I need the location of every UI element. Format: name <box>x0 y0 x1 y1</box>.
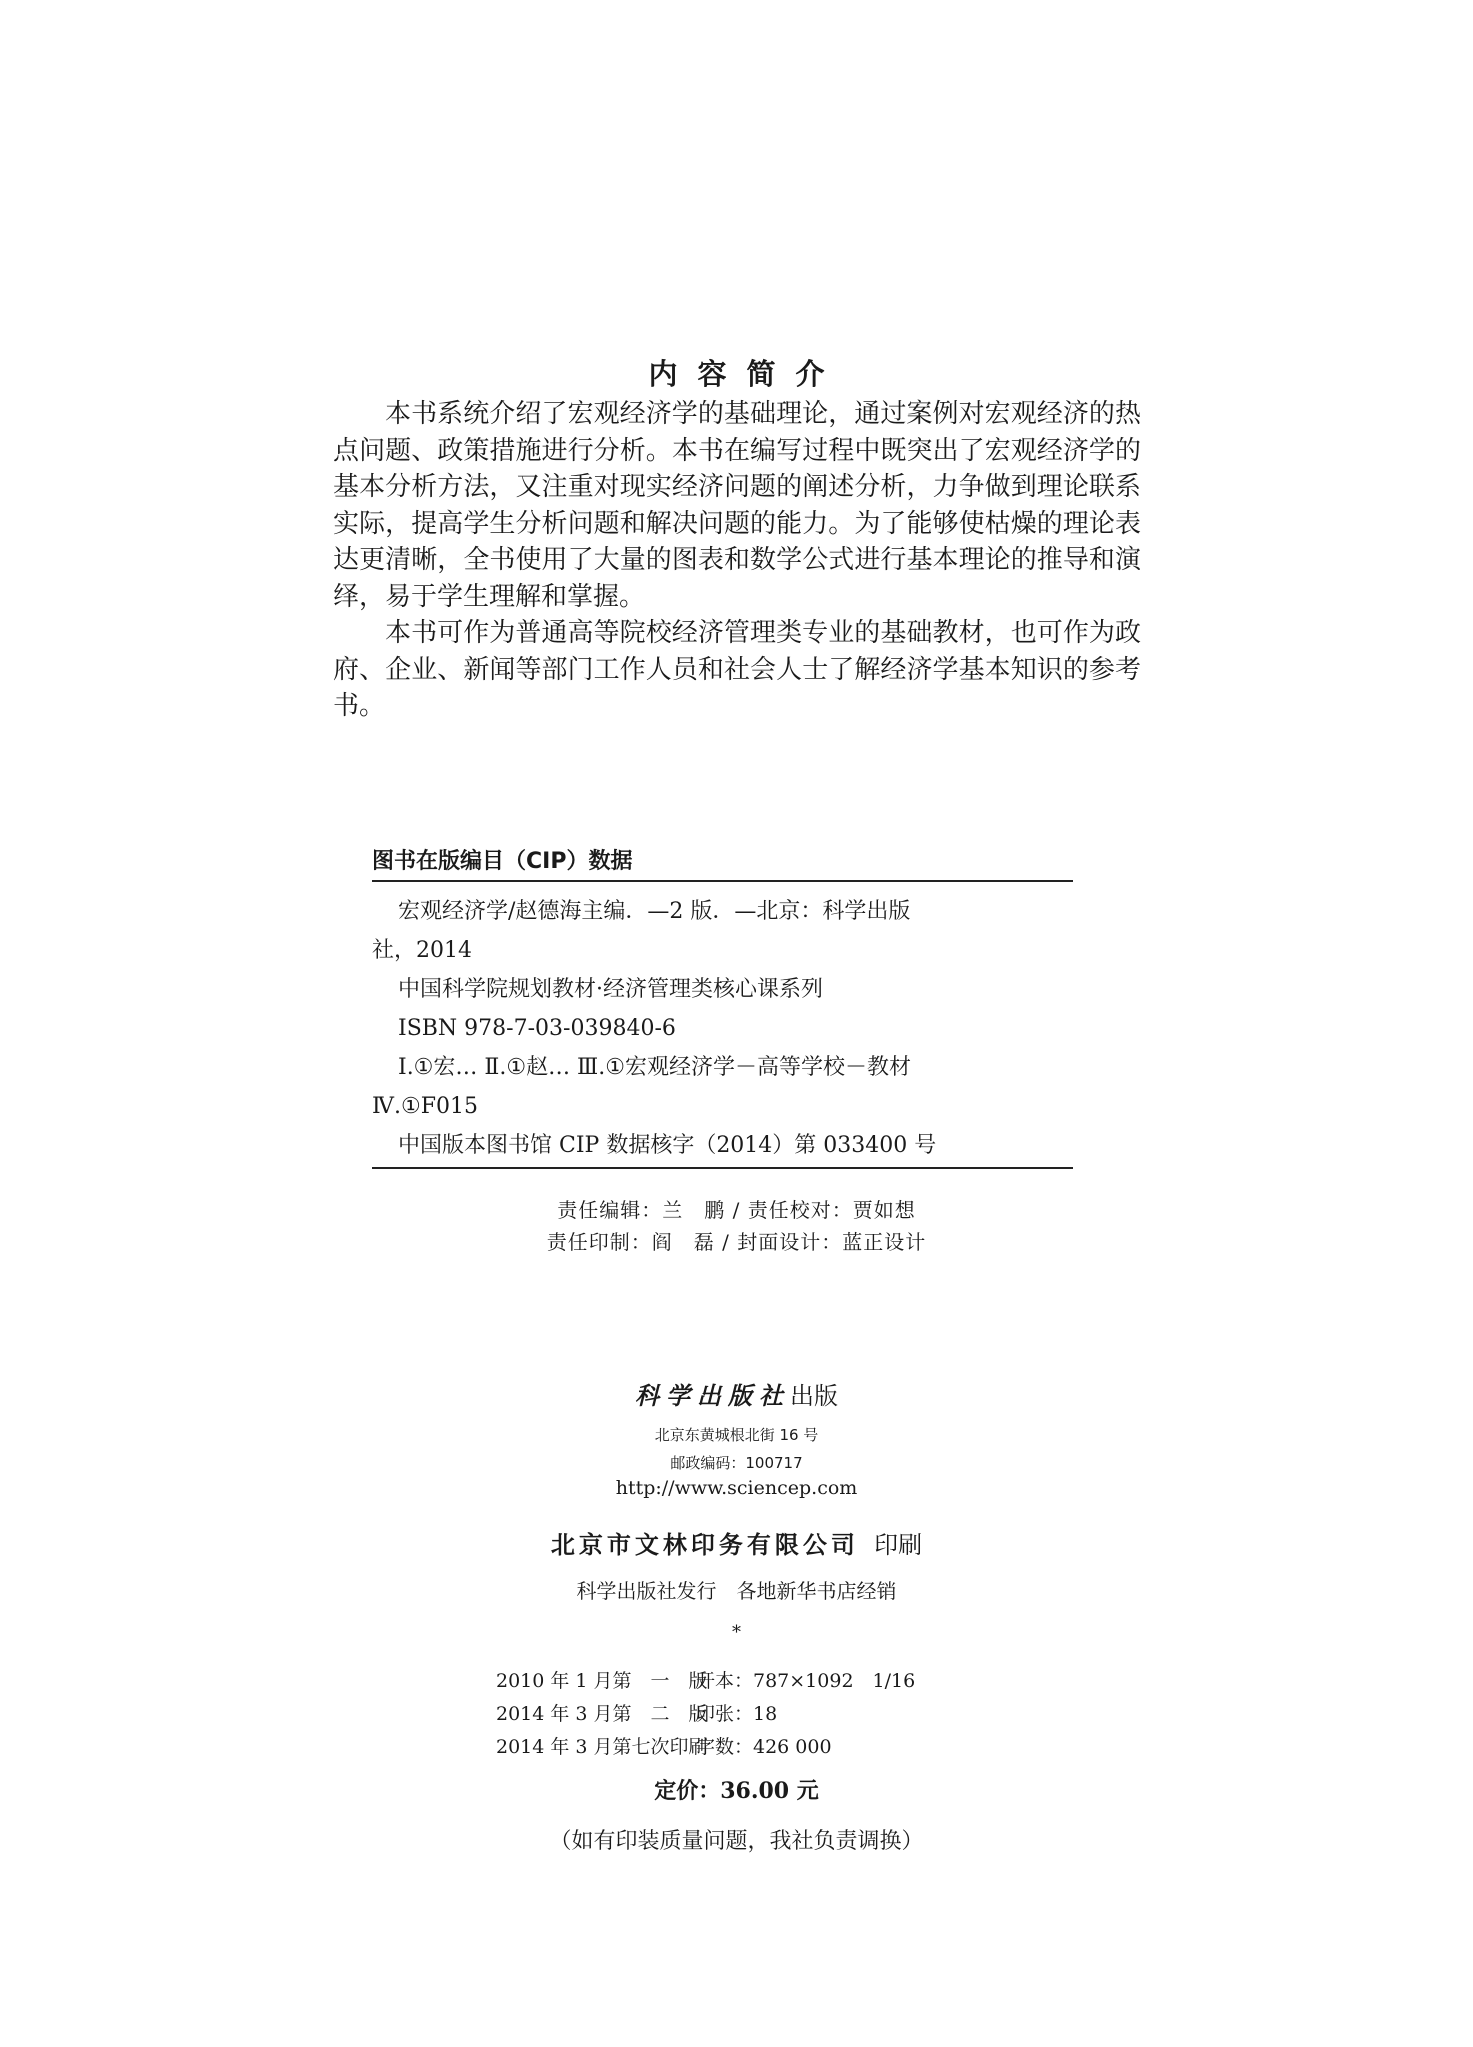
cip-line-title: 宏观经济学/赵德海主编．—2 版．—北京：科学出版 <box>398 899 911 924</box>
edition-row <box>496 1698 915 1731</box>
edition-spec: 字数：426 000 <box>696 1736 832 1758</box>
intro-body <box>333 396 1141 725</box>
cip-block <box>372 892 1073 1165</box>
cip-bottom-rule <box>372 1167 1073 1169</box>
publisher-postcode: 邮政编码：100717 <box>670 1454 803 1472</box>
separator-asterisk: * <box>732 1622 741 1643</box>
printer-line <box>0 1525 1473 1560</box>
cip-top-rule <box>372 880 1073 882</box>
edition-date: 2014 年 3 月第七次印刷 <box>496 1736 708 1758</box>
price: 定价：36.00 元 <box>654 1778 819 1804</box>
edition-row <box>496 1731 915 1764</box>
credit-printing-cover: 责任印制：阎 磊 / 封面设计：蓝正设计 <box>546 1230 927 1254</box>
printer-action: 印刷 <box>874 1531 923 1559</box>
publisher-url: http://www.sciencep.com <box>615 1477 858 1499</box>
publisher-address: 北京东黄城根北街 16 号 <box>654 1426 819 1444</box>
cip-line-series: 中国科学院规划教材·经济管理类核心课系列 <box>398 977 823 1002</box>
edition-date: 2014 年 3 月第 二 版 <box>496 1703 708 1725</box>
publisher-action: 出版 <box>790 1382 838 1410</box>
intro-paragraph-2: 本书可作为普通高等院校经济管理类专业的基础教材，也可作为政府、企业、新闻等部门工作人员和社会人士了解经济学基本知识的参考书。 <box>333 618 1141 721</box>
cip-line-classification: Ⅳ.①F015 <box>372 1094 478 1119</box>
publisher-name: 科学出版社 <box>635 1381 790 1410</box>
intro-title: 内容简介 <box>648 357 845 391</box>
publisher-line <box>0 1376 1473 1411</box>
credit-editor-proofreader: 责任编辑：兰 鹏 / 责任校对：贾如想 <box>557 1198 916 1222</box>
cip-line-subjects: Ⅰ.①宏… Ⅱ.①赵… Ⅲ.①宏观经济学－高等学校－教材 <box>398 1055 911 1080</box>
cip-title: 图书在版编目（CIP）数据 <box>372 849 633 874</box>
quality-notice: （如有印装质量问题，我社负责调换） <box>549 1829 924 1854</box>
edition-row <box>496 1665 915 1698</box>
edition-spec: 印张：18 <box>696 1703 778 1725</box>
edition-date: 2010 年 1 月第 一 版 <box>496 1670 708 1692</box>
printer-name: 北京市文林印务有限公司 <box>550 1531 859 1559</box>
intro-paragraph-1: 本书系统介绍了宏观经济学的基础理论，通过案例对宏观经济的热点问题、政策措施进行分析。本书在编写过程中既突出了宏观经济学的基本分析方法，又注重对现实经济问题的阐述分析，力争做到理论联系实际，提高学生分析问题和解决问题的能力。为了能够使枯燥的理论表达更清晰，全书使用了大量的图表和数学公式进行基本理论的推导和演绎，易于学生理解和掌握。 <box>333 399 1141 612</box>
cip-line-record-number: 中国版本图书馆 CIP 数据核字（2014）第 033400 号 <box>398 1133 937 1158</box>
edition-spec: 开本：787×1092 1/16 <box>696 1670 916 1692</box>
cip-line-isbn: ISBN 978-7-03-039840-6 <box>398 1016 676 1041</box>
distribution-line: 科学出版社发行 各地新华书店经销 <box>576 1579 897 1603</box>
cip-line-publisher: 社，2014 <box>372 938 472 963</box>
edition-info <box>496 1665 915 1764</box>
